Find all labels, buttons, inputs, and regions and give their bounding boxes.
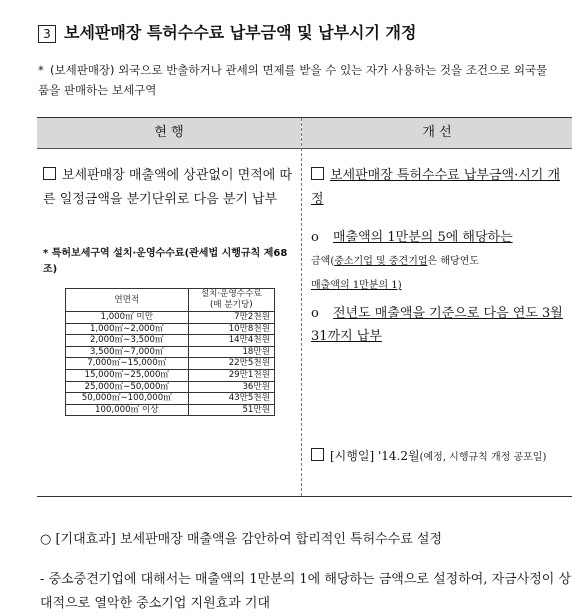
area-cell: 25,000㎡∼50,000㎡ <box>66 381 189 393</box>
date-label: [시행일] <box>330 449 375 463</box>
item1-main: 매출액의 1만분의 5에 해당하는 <box>333 230 513 245</box>
effect-bullet: ○ <box>40 532 52 547</box>
note-text: 특허보세구역 설치·운영수수료(관세법 시행규칙 제68조) <box>43 248 288 275</box>
current-main-text: 보세판매장 매출액에 상관없이 면적에 따른 일정금액을 분기단위로 다음 분기 납부 <box>43 168 293 207</box>
date-note: (예정, 시행규칙 개정 공포일) <box>419 452 547 463</box>
table-row <box>66 381 275 393</box>
area-cell: 1,000㎡∼2,000㎡ <box>66 323 189 335</box>
table-row <box>66 312 275 324</box>
detail-text: 중소중견기업에 대해서는 매출액의 1만분의 1에 해당하는 금액으로 설정하여, 자금사정이 상대적으로 열악한 중소기업 지원효과 기대 <box>40 572 572 611</box>
fee-cell: 36만원 <box>188 381 274 393</box>
footnote-marker: * <box>38 63 44 77</box>
date-value: '14.2월 <box>377 449 420 463</box>
table-row <box>66 358 275 370</box>
current-description <box>43 164 293 212</box>
area-cell: 2,000㎡∼3,500㎡ <box>66 335 189 347</box>
fee-cell: 14만4천원 <box>188 335 274 347</box>
fee-cell: 43만5천원 <box>188 393 274 405</box>
section-title: 보세판매장 특허수수료 납부금액 및 납부시기 개정 <box>64 23 417 42</box>
fee-cell: 7만2천원 <box>188 312 274 324</box>
definition-footnote <box>38 60 558 100</box>
fee-cell: 18만원 <box>188 346 274 358</box>
header-improved: 개 선 <box>302 118 572 149</box>
improved-item-1 <box>311 226 571 297</box>
fee-table <box>65 288 275 416</box>
effect-text: [기대효과] 보세판매장 매출액을 감안하여 합리적인 특허수수료 설정 <box>55 532 443 547</box>
checkbox-icon <box>43 167 56 180</box>
table-row <box>66 335 275 347</box>
area-cell: 3,500㎡∼7,000㎡ <box>66 346 189 358</box>
checkbox-icon <box>311 448 324 461</box>
expected-effect <box>40 528 570 547</box>
table-row <box>66 393 275 405</box>
section-number: 3 <box>38 25 56 43</box>
current-note <box>43 246 293 278</box>
table-row <box>66 369 275 381</box>
header-current: 현 행 <box>37 118 301 149</box>
circle-bullet-icon: o <box>311 306 319 321</box>
section-heading <box>38 20 416 43</box>
item2-text: 전년도 매출액을 기준으로 다음 연도 3월 31까지 납부 <box>311 306 563 344</box>
expected-effect-detail <box>40 568 580 616</box>
column-divider <box>301 118 302 496</box>
fee-cell: 51만원 <box>188 404 274 416</box>
table-row <box>66 323 275 335</box>
effective-date <box>311 445 573 469</box>
fee-table-header-area: 연면적 <box>66 289 189 312</box>
area-cell: 50,000㎡∼100,000㎡ <box>66 393 189 405</box>
fee-cell: 10만8천원 <box>188 323 274 335</box>
area-cell: 7,000㎡∼15,000㎡ <box>66 358 189 370</box>
fee-table-header-fee: 설치·운영수수료 (매 분기당) <box>188 289 274 312</box>
comparison-table <box>37 117 572 497</box>
checkbox-icon <box>311 167 324 180</box>
table-row <box>66 404 275 416</box>
footnote-text: (보세판매장) 외국으로 반출하거나 관세의 면제를 받을 수 있는 자가 사용하는 것을 조건으로 외국물품을 판매하는 보세구역 <box>38 63 548 97</box>
improved-title <box>311 164 566 212</box>
area-cell: 1,000㎡ 미만 <box>66 312 189 324</box>
detail-marker: - <box>40 572 45 587</box>
fee-cell: 22만5천원 <box>188 358 274 370</box>
area-cell: 100,000㎡ 이상 <box>66 404 189 416</box>
improved-title-text: 보세판매장 특허수수료 납부금액·시기 개정 <box>311 168 561 207</box>
note-marker: * <box>43 248 49 259</box>
item1-sub: 금액(중소기업 및 중견기업은 해당연도 매출액의 1만분의 1) <box>311 256 480 291</box>
table-row <box>66 346 275 358</box>
circle-bullet-icon: o <box>311 230 319 245</box>
improved-item-2 <box>311 302 571 348</box>
fee-cell: 29만1천원 <box>188 369 274 381</box>
area-cell: 15,000㎡∼25,000㎡ <box>66 369 189 381</box>
